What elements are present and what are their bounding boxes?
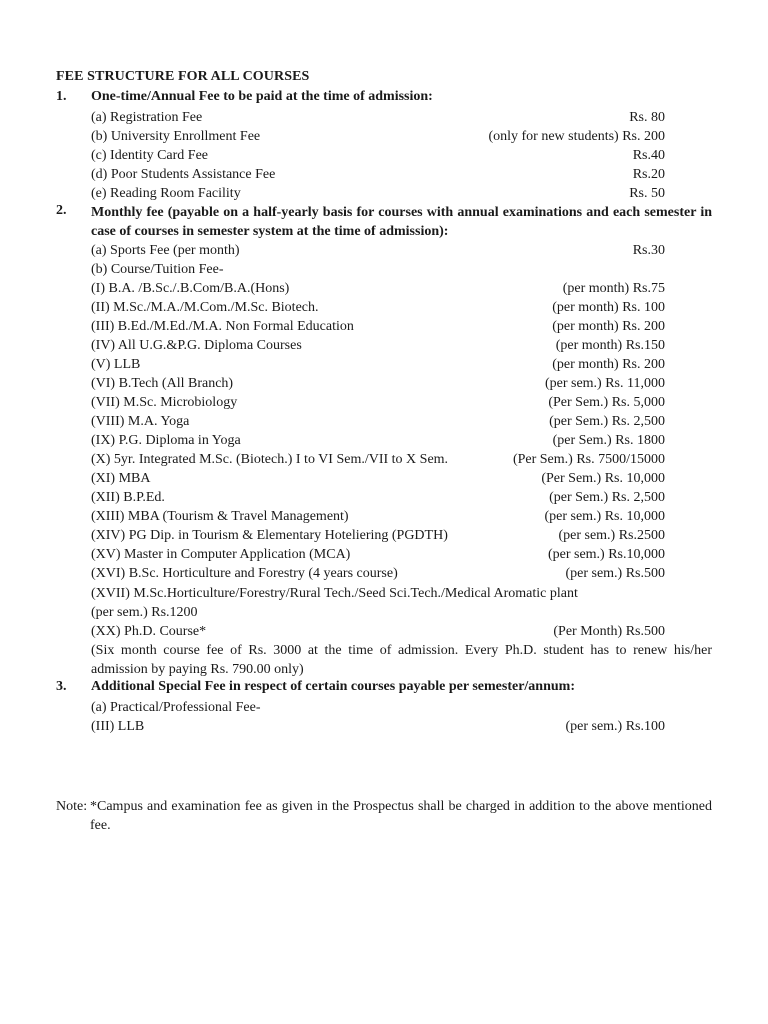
fee-row (91, 507, 665, 526)
fee-row (91, 146, 665, 165)
fee-amount: (per sem.) Rs.500 (565, 566, 665, 581)
llb-practical-fee-row (91, 717, 665, 736)
fee-row (91, 488, 665, 507)
fee-row (91, 450, 665, 469)
fee-amount: (per month) Rs.75 (562, 281, 665, 296)
fee-row (91, 412, 665, 431)
note-text: *Campus and examination fee as given in the Prospectus shall be charged in addition to the above mentioned fee. (90, 799, 712, 833)
fee-amount: Rs.40 (632, 148, 665, 163)
fee-label: (c) Identity Card Fee (91, 148, 209, 163)
fee-amount: (Per Month) Rs.500 (553, 624, 665, 639)
fee-label: (V) LLB (91, 357, 141, 372)
fee-row (91, 317, 665, 336)
fee-row (91, 545, 665, 564)
fee-label: (IV) All U.G.&P.G. Diploma Courses (91, 338, 302, 353)
fee-amount: (only for new students) Rs. 200 (488, 129, 665, 144)
fee-amount: (per sem.) Rs. 11,000 (544, 376, 665, 391)
fee-row (91, 184, 665, 203)
section-1-number: 1. (56, 89, 67, 104)
fee-amount: (per month) Rs. 200 (552, 357, 665, 372)
section-2-number: 2. (56, 203, 67, 218)
fee-amount: Rs.30 (632, 243, 665, 258)
fee-amount: (per Sem.) Rs. 1800 (552, 433, 665, 448)
fee-row (91, 564, 665, 583)
fee-row (91, 431, 665, 450)
fee-label: (II) M.Sc./M.A./M.Com./M.Sc. Biotech. (91, 300, 319, 315)
fee-amount: (Per Sem.) Rs. 5,000 (548, 395, 665, 410)
section-2-heading: Monthly fee (payable on a half-yearly basis for courses with annual examinations and each semester in case of courses in semester system at the time of admission): (91, 205, 712, 239)
fee-label: (XVI) B.Sc. Horticulture and Forestry (4 years course) (91, 566, 398, 581)
section-3-number: 3. (56, 679, 67, 694)
fee-amount: (per month) Rs. 100 (552, 300, 665, 315)
fee-row (91, 127, 665, 146)
fee-amount: Rs.20 (632, 167, 665, 182)
fee-row (91, 355, 665, 374)
fee-amount: (per sem.) Rs. 10,000 (544, 509, 665, 524)
tuition-fee-heading: (b) Course/Tuition Fee- (91, 262, 224, 277)
fee-label: (XIV) PG Dip. in Tourism & Elementary Hoteliering (PGDTH) (91, 528, 448, 543)
fee-label: (VII) M.Sc. Microbiology (91, 395, 238, 410)
fee-row (91, 108, 665, 127)
fee-label: (a) Sports Fee (per month) (91, 243, 240, 258)
sports-fee-row (91, 241, 665, 260)
fee-amount: (per month) Rs.150 (555, 338, 665, 353)
fee-amount: (per Sem.) Rs. 2,500 (549, 414, 665, 429)
fee-amount: (Per Sem.) Rs. 7500/15000 (512, 452, 665, 467)
section-1-heading: One-time/Annual Fee to be paid at the time of admission: (91, 89, 433, 104)
fee-row (91, 469, 665, 488)
fee-row (91, 279, 665, 298)
fee-amount: (Per Sem.) Rs. 10,000 (541, 471, 665, 486)
fee-amount: (per month) Rs. 200 (552, 319, 665, 334)
fee-label: (III) B.Ed./M.Ed./M.A. Non Formal Education (91, 319, 354, 334)
fee-label: (XIII) MBA (Tourism & Travel Management) (91, 509, 349, 524)
fee-amount: Rs. 80 (629, 110, 665, 125)
fee-amount: (per sem.) Rs.100 (565, 719, 665, 734)
phd-note: (Six month course fee of Rs. 3000 at the time of admission. Every Ph.D. student has to renew his/her admission by paying Rs. 790.00 only) (91, 643, 712, 677)
fee-label: (XX) Ph.D. Course* (91, 624, 207, 639)
fee-label: (III) LLB (91, 719, 145, 734)
fee-label: (XII) B.P.Ed. (91, 490, 165, 505)
fee-row (91, 165, 665, 184)
fee-label: (b) University Enrollment Fee (91, 129, 261, 144)
practical-fee-heading: (a) Practical/Professional Fee- (91, 700, 261, 715)
fee-row (91, 526, 665, 545)
fee-row (91, 336, 665, 355)
fee-label: (e) Reading Room Facility (91, 186, 241, 201)
fee-label: (XI) MBA (91, 471, 151, 486)
fee-label: (a) Registration Fee (91, 110, 203, 125)
fee-amount: (per sem.) Rs.10,000 (547, 547, 665, 562)
course-xvii-amount: (per sem.) Rs.1200 (91, 605, 198, 620)
fee-label: (XV) Master in Computer Application (MCA) (91, 547, 351, 562)
phd-fee-row (91, 622, 665, 641)
fee-label: (VI) B.Tech (All Branch) (91, 376, 234, 391)
fee-row (91, 393, 665, 412)
fee-label: (d) Poor Students Assistance Fee (91, 167, 276, 182)
page-title: FEE STRUCTURE FOR ALL COURSES (56, 69, 310, 84)
course-xvii-line1: (XVII) M.Sc.Horticulture/Forestry/Rural Tech./Seed Sci.Tech./Medical Aromatic plant (91, 586, 578, 601)
fee-label: (X) 5yr. Integrated M.Sc. (Biotech.) I to VI Sem./VII to X Sem. (91, 452, 449, 467)
fee-row (91, 374, 665, 393)
fee-label: (VIII) M.A. Yoga (91, 414, 190, 429)
fee-amount: Rs. 50 (629, 186, 665, 201)
section-3-heading: Additional Special Fee in respect of certain courses payable per semester/annum: (91, 679, 575, 694)
note-label: Note: (56, 799, 88, 814)
fee-label: (I) B.A. /B.Sc./.B.Com/B.A.(Hons) (91, 281, 290, 296)
fee-amount: (per Sem.) Rs. 2,500 (549, 490, 665, 505)
fee-row (91, 298, 665, 317)
fee-amount: (per sem.) Rs.2500 (558, 528, 665, 543)
fee-label: (IX) P.G. Diploma in Yoga (91, 433, 241, 448)
